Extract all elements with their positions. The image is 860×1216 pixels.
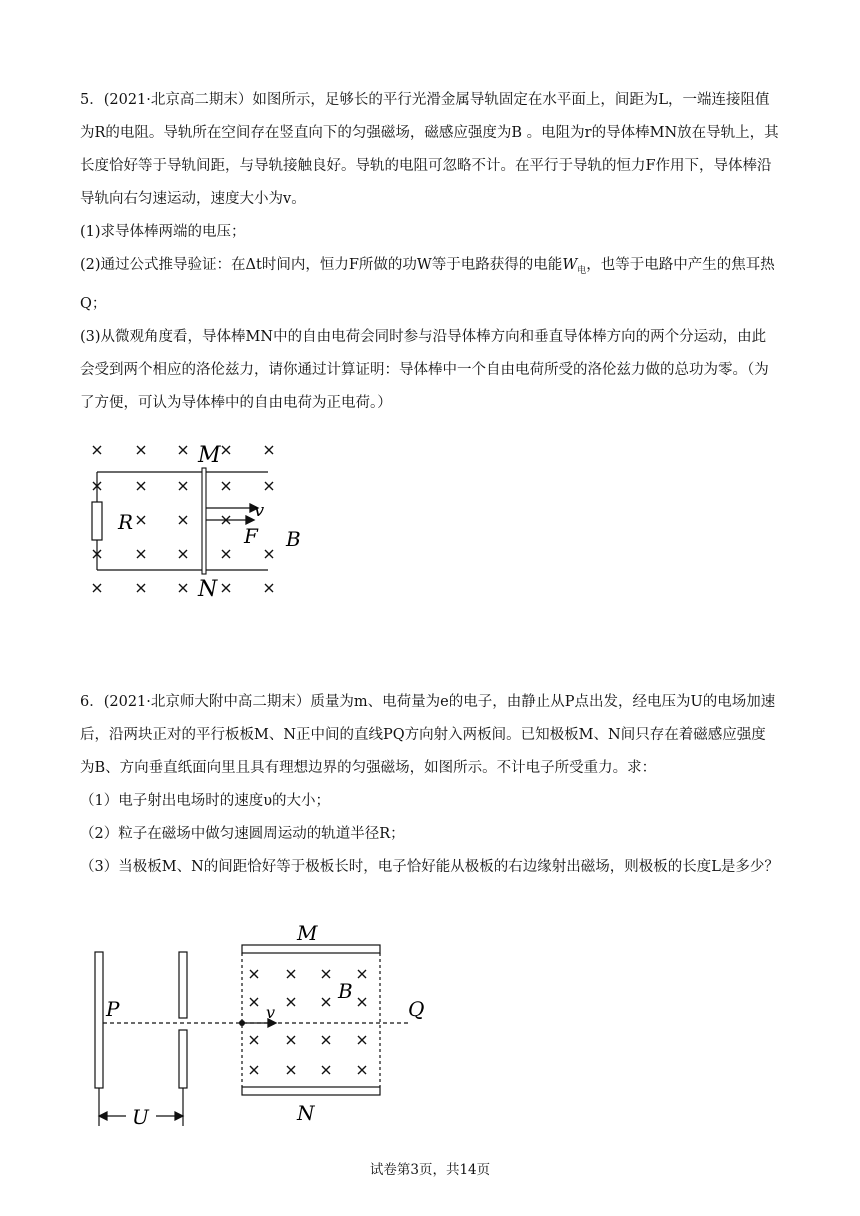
q6-label-m: M	[297, 921, 318, 945]
q6-sub1: （1）电子射出电场时的速度υ的大小；	[80, 793, 331, 809]
q6-figure	[90, 920, 440, 1130]
q5-sub3: (3)从微观角度看，导体棒MN中的自由电荷会同时参与沿导体棒方向和垂直导体棒方向的两个分运动，由此会受到两个相应的洛伦兹力，请你通过计算证明：导体棒中一个自由电荷所受的洛伦兹力做的总功为零。（为了方便，可认为导体棒中的自由电荷为正电荷。）	[80, 328, 769, 411]
q5-sub2: (2)通过公式推导验证：在Δt时间内，恒力F所做的功W等于电路获得的电能$W_电$，也等于电路中产生的焦耳热Q；	[80, 257, 775, 312]
q6-plate-m	[242, 945, 380, 953]
q6-plate-p	[95, 952, 103, 1088]
q6-label-u: U	[132, 1105, 149, 1129]
q6-label-n: N	[297, 1101, 315, 1125]
q6-label-b: B	[338, 979, 353, 1003]
q5-label-v: v	[254, 500, 265, 521]
q6-plate-mid-bottom	[179, 1030, 187, 1088]
q5-resistor	[92, 502, 102, 540]
q5-label-n: N	[198, 577, 218, 602]
q6-label-v: v	[266, 1003, 276, 1022]
q5-velocity-arrow	[206, 504, 258, 512]
q5-label-f: F	[244, 524, 258, 548]
q5-label-r: R	[118, 510, 134, 534]
q5-label-b: B	[286, 527, 301, 551]
question-6	[80, 686, 780, 884]
q6-plate-n	[242, 1087, 380, 1095]
q6-stem: 6．(2021·北京师大附中高二期末）质量为m、电荷量为e的电子，由静止从P点出发，经电压为U的电场加速后，沿两块正对的平行板板M、N正中间的直线PQ方向射入两板间。已知极板M、N间只存在着磁感应强度为B、方向垂直纸面向里且具有理想边界的匀强磁场，如图所示。不计电子所受重力。求：	[80, 694, 776, 776]
q5-figure	[82, 436, 322, 606]
q5-force-arrow	[206, 516, 254, 524]
q5-rod-mn	[202, 468, 206, 574]
question-5	[80, 84, 780, 420]
q6-sub3: （3）当极板M、N的间距恰好等于极板长时，电子恰好能从极板的右边缘射出磁场，则极板的长度L是多少？	[80, 859, 779, 875]
q5-stem: 5．(2021·北京高二期末）如图所示，足够长的平行光滑金属导轨固定在水平面上，间距为L，一端连接阻值为R的电阻。导轨所在空间存在竖直向下的匀强磁场，磁感应强度为B 。电阻为r的导体棒MN放在导轨上，其长度恰好等于导轨间距，与导轨接触良好。导轨的电阻可忽略不计。在平行于导轨的恒力F作用下，导体棒沿导轨向右匀速运动，速度大小为v。	[80, 92, 779, 207]
q5-sub1: (1)求导体棒两端的电压；	[80, 224, 246, 240]
page-footer: 试卷第3页，共14页	[369, 1162, 491, 1178]
q6-label-p: P	[106, 997, 120, 1021]
q5-label-m: M	[198, 443, 221, 468]
q6-plate-mid-top	[179, 952, 187, 1018]
q6-sub2: （2）粒子在磁场中做匀速圆周运动的轨道半径R；	[80, 826, 405, 842]
q6-label-q: Q	[408, 997, 425, 1021]
